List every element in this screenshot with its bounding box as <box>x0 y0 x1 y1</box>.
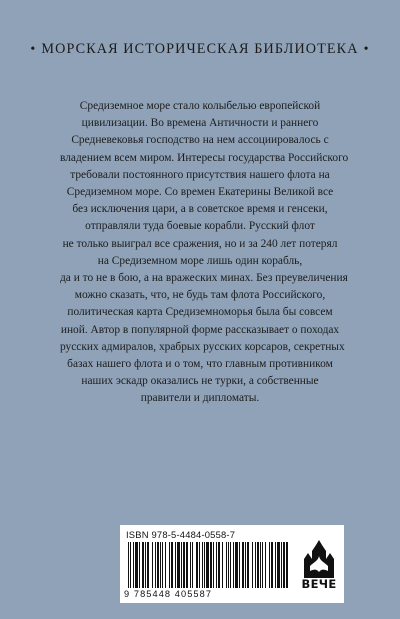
blurb-line: русских адмиралов, храбрых русских корсаров, секретных <box>60 340 345 353</box>
barcode-panel <box>120 525 344 603</box>
publisher-logo-text: ВЕЧЕ <box>301 577 337 591</box>
series-title: МОРСКАЯ ИСТОРИЧЕСКАЯ БИБЛИОТЕКА <box>41 41 359 57</box>
blurb-line: базах нашего флота и о том, что главным противником <box>67 358 333 371</box>
isbn-label: ISBN 978-5-4484-0558-7 <box>126 529 236 540</box>
blurb-line: требовали постоянного присутствия нашего флота на <box>70 168 330 181</box>
back-cover-blurb <box>60 98 349 408</box>
blurb-line: Средиземное море стало колыбелью европейской <box>79 100 321 112</box>
barcode-digits: 9 785448 405587 <box>124 589 213 599</box>
blurb-line: на Средиземном море лишь один корабль, <box>97 254 303 267</box>
blurb-line: Средиземном море. Со времен Екатерины Великой все <box>66 186 334 199</box>
blurb-line: да и то не в бою, а на вражеских минах. Без преувеличения <box>60 272 348 285</box>
blurb-line: можно сказать, что, не будь там флота Российского, <box>74 289 326 302</box>
blurb-line: владением всем миром. Интересы государства Российского <box>60 151 349 164</box>
blurb-line: без исключения цари, а в советское время и генсеки, <box>72 203 328 216</box>
series-bullet-left: • <box>30 42 37 57</box>
series-bullet-right: • <box>363 42 370 57</box>
series-title-line <box>0 41 400 58</box>
barcode-bars <box>126 542 292 592</box>
blurb-line: иной. Автор в популярной форме рассказывает о походах <box>60 323 340 336</box>
blurb-line: не только выиграл все сражения, но и за 240 лет потерял <box>62 237 338 250</box>
blurb-line: правители и дипломаты. <box>140 392 260 405</box>
blurb-line: отправляли туда боевые корабли. Русский флот <box>85 220 315 233</box>
blurb-line: цивилизации. Во времена Античности и раннего <box>81 117 319 130</box>
blurb-line: Средневековья господство на нем ассоциировалось с <box>71 134 329 147</box>
blurb-line: политическая карта Средиземноморья была бы совсем <box>67 306 333 319</box>
blurb-line: наших эскадр оказались не турки, а собственные <box>81 375 319 388</box>
